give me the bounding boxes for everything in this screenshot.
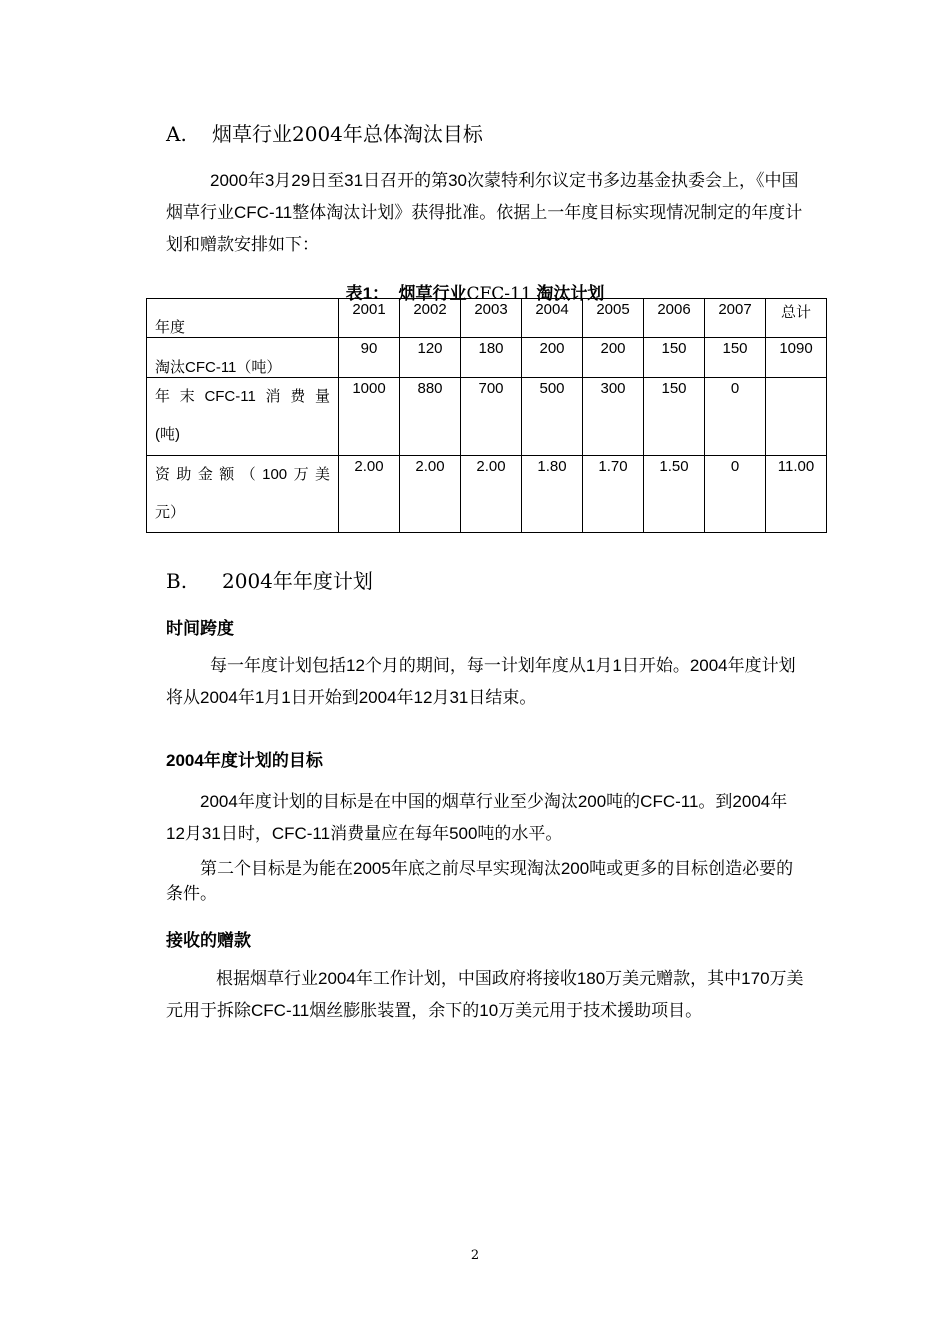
value-cell: 180 [461,338,522,378]
value-cell: 500 [522,378,583,456]
value-cell: 1.70 [583,456,644,533]
time-span-paragraph: 每一年度计划包括12个月的期间，每一计划年度从1月1日开始。2004年度计划将从2004年1月1日开始到2004年12月31日结束。 [166,656,796,707]
row-label-line2: (吨) [155,426,180,443]
table-row [147,378,827,456]
goals-heading: 2004年度计划的目标 [166,751,323,770]
section-b-marker: B. [166,569,188,593]
year-cell: 2001 [339,299,400,338]
grants-block [166,963,806,1027]
row-label-line1: 年末CFC-11消费量 [155,388,330,405]
table-row [147,456,827,533]
page-number: 2 [470,1248,480,1263]
header-label-cell [147,299,339,338]
value-cell: 90 [339,338,400,378]
time-span-block [166,650,806,714]
year-cell: 2005 [583,299,644,338]
value-cell: 700 [461,378,522,456]
value-cell: 200 [583,338,644,378]
value-cell: 0 [705,378,766,456]
table-header-row [147,299,827,338]
grants-heading: 接收的赠款 [166,931,251,950]
table-caption-suffix: 淘汰计划 [536,284,605,303]
value-cell: 150 [644,378,705,456]
total-header-cell: 总计 [766,299,827,338]
goals-paragraph-2: 第二个目标是为能在2005年底之前尽早实现淘汰200吨或更多的目标创造必要的条件。 [166,859,794,903]
section-a-heading [166,118,483,147]
year-cell: 2007 [705,299,766,338]
year-cell: 2004 [522,299,583,338]
row-label-cell [147,456,339,533]
row-label-line2: 元） [155,504,186,521]
header-label: 年度 [155,319,186,336]
row-label-line1: 资助金额（100万美 [155,466,330,483]
value-cell: 2.00 [461,456,522,533]
value-cell: 120 [400,338,461,378]
section-a-paragraph-block [166,165,806,261]
section-a-title: 烟草行业2004年总体淘汰目标 [212,122,483,146]
value-cell: 1.80 [522,456,583,533]
value-cell: 150 [644,338,705,378]
goals-block [166,786,806,850]
row-label-cell [147,338,339,378]
phaseout-plan-table [146,298,827,533]
year-cell: 2003 [461,299,522,338]
goals-paragraph-1: 2004年度计划的目标是在中国的烟草行业至少淘汰200吨的CFC-11。到2004年12月31日时，CFC-11消费量应在每年500吨的水平。 [166,792,788,843]
table-caption-prefix: 表1： [345,284,390,303]
section-a-marker: A. [166,122,187,146]
grants-paragraph: 根据烟草行业2004年工作计划，中国政府将接收180万美元赠款，其中170万美元用于拆除CFC-11烟丝膨胀装置，余下的10万美元用于技术援助项目。 [166,969,804,1020]
value-cell: 1.50 [644,456,705,533]
section-b-heading [166,565,373,594]
value-cell: 0 [705,456,766,533]
value-cell: 1090 [766,338,827,378]
table-row [147,338,827,378]
table-caption-name: 烟草行业 [398,284,467,303]
section-b-title: 2004年年度计划 [222,569,373,593]
table-caption-code: CFC-11 [466,284,532,304]
value-cell: 300 [583,378,644,456]
value-cell: 150 [705,338,766,378]
value-cell: 2.00 [339,456,400,533]
value-cell: 880 [400,378,461,456]
row-label: 淘汰CFC-11（吨） [155,359,282,376]
year-cell: 2006 [644,299,705,338]
value-cell: 11.00 [766,456,827,533]
value-cell: 2.00 [400,456,461,533]
goals-block-2 [166,856,806,906]
year-cell: 2002 [400,299,461,338]
value-cell: 1000 [339,378,400,456]
value-cell [766,378,827,456]
time-span-heading: 时间跨度 [166,619,234,638]
section-a-paragraph: 2000年3月29日至31日召开的第30次蒙特利尔议定书多边基金执委会上，《中国烟草行业CFC-11整体淘汰计划》获得批准。依据上一年度目标实现情况制定的年度计划和赠款安排如下： [166,171,803,254]
value-cell: 200 [522,338,583,378]
row-label-cell [147,378,339,456]
